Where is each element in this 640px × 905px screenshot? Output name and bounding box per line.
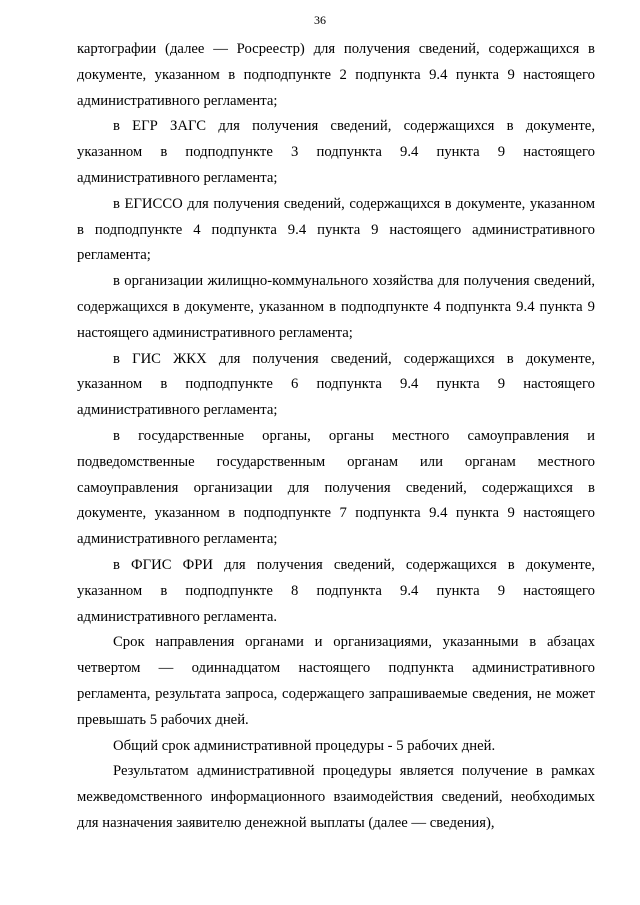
- document-body: [77, 37, 595, 837]
- page-number: 36: [314, 13, 326, 27]
- paragraph-response-deadline: Срок направления органами и организациями, указанными в абзацах четвертом — одиннадцатом настоящего подпункта административного регламента, результата запроса, содержащего запрашиваемые сведения, не может превышать 5 рабочих дней.: [77, 634, 595, 728]
- paragraph-state-bodies: в государственные органы, органы местного самоуправления и подведомственные государственным органам или органам местного самоуправления организации для получения сведений, содержащихся в документе, указанном в подподпункте 7 подпункта 9.4 пункта 9 настоящего административного регламента;: [77, 427, 595, 548]
- paragraph-housing-utilities: в организации жилищно-коммунального хозяйства для получения сведений, содержащихся в документе, указанном в подподпункте 4 подпункта 9.4 пункта 9 настоящего административного регламента;: [77, 273, 595, 341]
- paragraph-gis-zhkh: в ГИС ЖКХ для получения сведений, содержащихся в документе, указанном в подподпункте 6 подпункта 9.4 пункта 9 настоящего административного регламента;: [77, 350, 595, 419]
- paragraph-total-term: Общий срок административной процедуры - 5 рабочих дней.: [113, 737, 496, 754]
- paragraph-egisso: в ЕГИССО для получения сведений, содержащихся в документе, указанном в подподпункте 4 подпункта 9.4 пункта 9 настоящего административного регламента;: [77, 195, 595, 264]
- paragraph-fgis-fri: в ФГИС ФРИ для получения сведений, содержащихся в документе, указанном в подподпункте 8 подпункта 9.4 пункта 9 настоящего административного регламента.: [77, 556, 595, 625]
- paragraph-result: Результатом административной процедуры является получение в рамках межведомственного информационного взаимодействия сведений, необходимых для назначения заявителю денежной выплаты (далее — сведения),: [77, 763, 595, 831]
- paragraph-rosreestr: картографии (далее — Росреестр) для получения сведений, содержащихся в документе, указанном в подподпункте 2 подпункта 9.4 пункта 9 настоящего административного регламента;: [77, 41, 595, 109]
- paragraph-egr-zags: в ЕГР ЗАГС для получения сведений, содержащихся в документе, указанном в подподпункте 3 подпункта 9.4 пункта 9 настоящего административного регламента;: [77, 118, 595, 186]
